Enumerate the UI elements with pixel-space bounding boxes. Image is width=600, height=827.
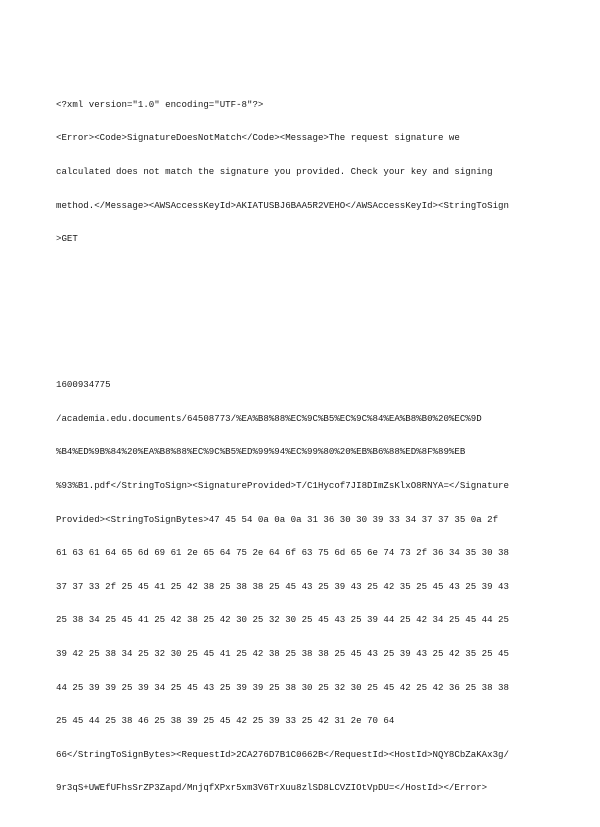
sign-bytes-line: Provided><StringToSignBytes>47 45 54 0a 0a 0a 31 36 30 30 39 33 34 37 37 35 0a 2f <box>56 513 499 525</box>
signature-line: %93%B1.pdf</StringToSign><SignatureProvided>T/C1Hycof7JI8DImZsKlxO8RNYA=</Signature <box>56 479 509 491</box>
host-id-line: 9r3qS+UWEfUFhsSrZP3Zapd/MnjqfXPxr5xm3V6TrXuu8zlSD8LCVZIOtVpDU=</HostId></Error> <box>56 782 488 794</box>
sign-bytes-line: 37 37 33 2f 25 45 41 25 42 38 25 38 38 25 45 43 25 39 43 25 42 35 25 45 43 25 39 43 <box>56 580 509 592</box>
sign-bytes-line: 39 42 25 38 34 25 32 30 25 45 41 25 42 38 25 38 38 25 45 43 25 39 43 25 42 35 25 45 <box>56 647 509 659</box>
request-id-line: 66</StringToSignBytes><RequestId>2CA276D7B1C0662B</RequestId><HostId>NQY8CbZaKAx3g/ <box>56 748 509 760</box>
xml-error-document <box>56 54 556 827</box>
header-block <box>56 76 556 266</box>
body-block <box>56 357 556 816</box>
sign-bytes-line: 25 45 44 25 38 46 25 38 39 25 45 42 25 39 33 25 42 31 2e 70 64 <box>56 715 395 727</box>
access-key-line: method.</Message><AWSAccessKeyId>AKIATUSBJ6BAA5R2VEHO</AWSAccessKeyId><StringToSign <box>56 199 509 211</box>
timestamp-line: 1600934775 <box>56 379 111 391</box>
error-message-line: calculated does not match the signature you provided. Check your key and signing <box>56 166 493 178</box>
resource-path-line: %B4%ED%9B%84%20%EA%B8%88%EC%9C%B5%ED%99%94%EC%99%80%20%EB%B6%88%ED%8F%89%EB <box>56 446 466 458</box>
resource-path-line: /academia.edu.documents/64508773/%EA%B8%88%EC%9C%B5%EC%9C%84%EA%B8%B0%20%EC%9D <box>56 412 482 424</box>
xml-declaration-line: <?xml version="1.0" encoding="UTF-8"?> <box>56 98 264 110</box>
sign-bytes-line: 61 63 61 64 65 6d 69 61 2e 65 64 75 2e 64 6f 63 75 6d 65 6e 74 73 2f 36 34 35 30 38 <box>56 547 509 559</box>
sign-bytes-line: 44 25 39 39 25 39 34 25 45 43 25 39 39 25 38 30 25 32 30 25 45 42 25 42 36 25 38 38 <box>56 681 509 693</box>
blank-gap <box>56 289 556 334</box>
sign-bytes-line: 25 38 34 25 45 41 25 42 38 25 42 30 25 32 30 25 45 43 25 39 44 25 42 34 25 45 44 25 <box>56 614 509 626</box>
method-line: >GET <box>56 233 78 245</box>
error-code-line: <Error><Code>SignatureDoesNotMatch</Code><Message>The request signature we <box>56 132 460 144</box>
